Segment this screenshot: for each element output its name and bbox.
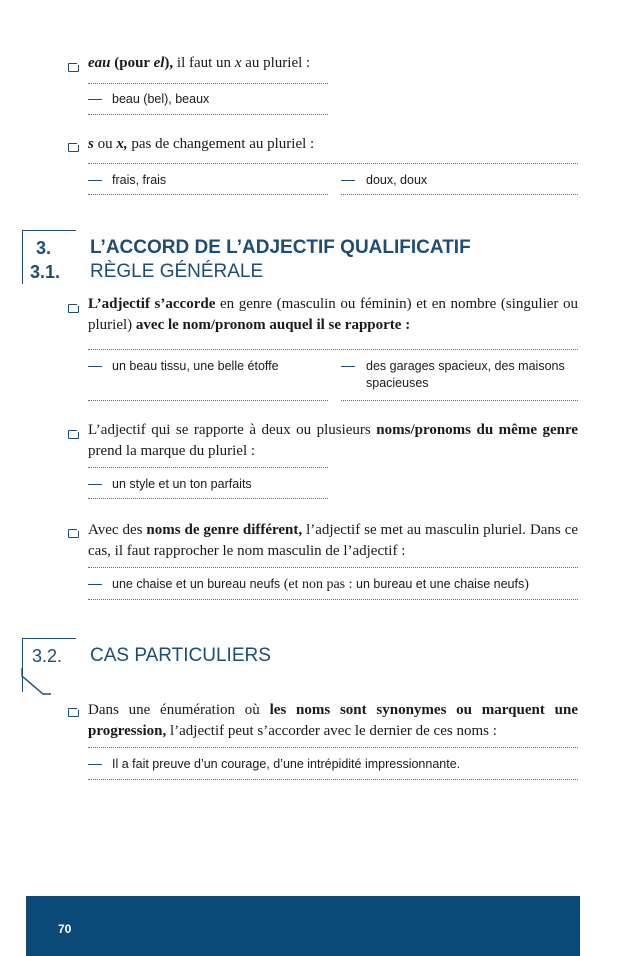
dotted-separator (88, 83, 328, 84)
dotted-separator (88, 114, 328, 115)
example-dash (88, 764, 102, 765)
example-dash (341, 180, 355, 181)
dotted-separator (88, 498, 328, 499)
example-text: frais, frais (112, 173, 167, 187)
example-dash (88, 99, 102, 100)
subsection-title: RÈGLE GÉNÉRALE (90, 261, 264, 282)
dotted-separator (88, 163, 578, 164)
example-text: des garages spacieux, des maisons spacieuses (366, 359, 565, 390)
bullet-icon (68, 708, 79, 717)
dotted-separator (88, 599, 578, 600)
subsection-title: CAS PARTICULIERS (90, 645, 271, 666)
dotted-separator (88, 400, 328, 401)
page-footer-band (26, 896, 580, 956)
rule-eau: eau (pour el), il faut un x au pluriel : (88, 55, 311, 71)
section-title: L’ACCORD DE L’ADJECTIF QUALIFICATIF (90, 237, 471, 258)
subsection-number: 3.2. (32, 646, 63, 666)
box-corner-icon (21, 668, 53, 696)
example-text: doux, doux (366, 173, 428, 187)
dotted-separator (88, 567, 578, 568)
subsection-number: 3.1. (30, 262, 61, 282)
dotted-separator (88, 747, 578, 748)
example-text: Il a fait preuve d’un courage, d’une intrépidité impressionnante. (112, 757, 461, 771)
example-dash (341, 366, 355, 367)
example-dash (88, 484, 102, 485)
bullet-icon (68, 430, 79, 439)
example-text: une chaise et un bureau neufs (et non pas : un bureau et une chaise neufs) (112, 577, 529, 592)
example-text: beau (bel), beaux (112, 92, 210, 106)
rule-same-gender: L’adjectif qui se rapporte à deux ou plusieurs noms/pronoms du même genre prend la marque du pluriel : (88, 422, 579, 459)
rule-s-x: s ou x, pas de changement au pluriel : (88, 136, 315, 152)
bullet-icon (68, 304, 79, 313)
example-dash (88, 584, 102, 585)
example-text: un beau tissu, une belle étoffe (112, 359, 279, 373)
dotted-separator (88, 194, 328, 195)
example-dash (88, 180, 102, 181)
rule-different-gender: Avec des noms de genre différent, l’adjectif se met au masculin pluriel. Dans ce cas, il faut rapprocher le nom masculin de l’adjectif : (88, 522, 579, 559)
page-number: 70 (58, 922, 72, 936)
dotted-separator (88, 779, 578, 780)
dotted-separator (88, 349, 578, 350)
dotted-separator (341, 400, 578, 401)
rule-enumeration: Dans une énumération où les noms sont synonymes ou marquent une progression, l’adjectif peut s’accorder avec le dernier de ces noms : (88, 702, 578, 739)
bullet-icon (68, 63, 79, 72)
dotted-separator (88, 467, 328, 468)
example-dash (88, 366, 102, 367)
bullet-icon (68, 143, 79, 152)
section-number: 3. (36, 238, 52, 258)
example-text: un style et un ton parfaits (112, 477, 252, 491)
rule-general: L’adjectif s’accorde en genre (masculin ou féminin) et en nombre (singulier ou pluriel) avec le nom/pronom auquel il se rapporte : (88, 296, 578, 333)
dotted-separator (341, 194, 578, 195)
bullet-icon (68, 529, 79, 538)
